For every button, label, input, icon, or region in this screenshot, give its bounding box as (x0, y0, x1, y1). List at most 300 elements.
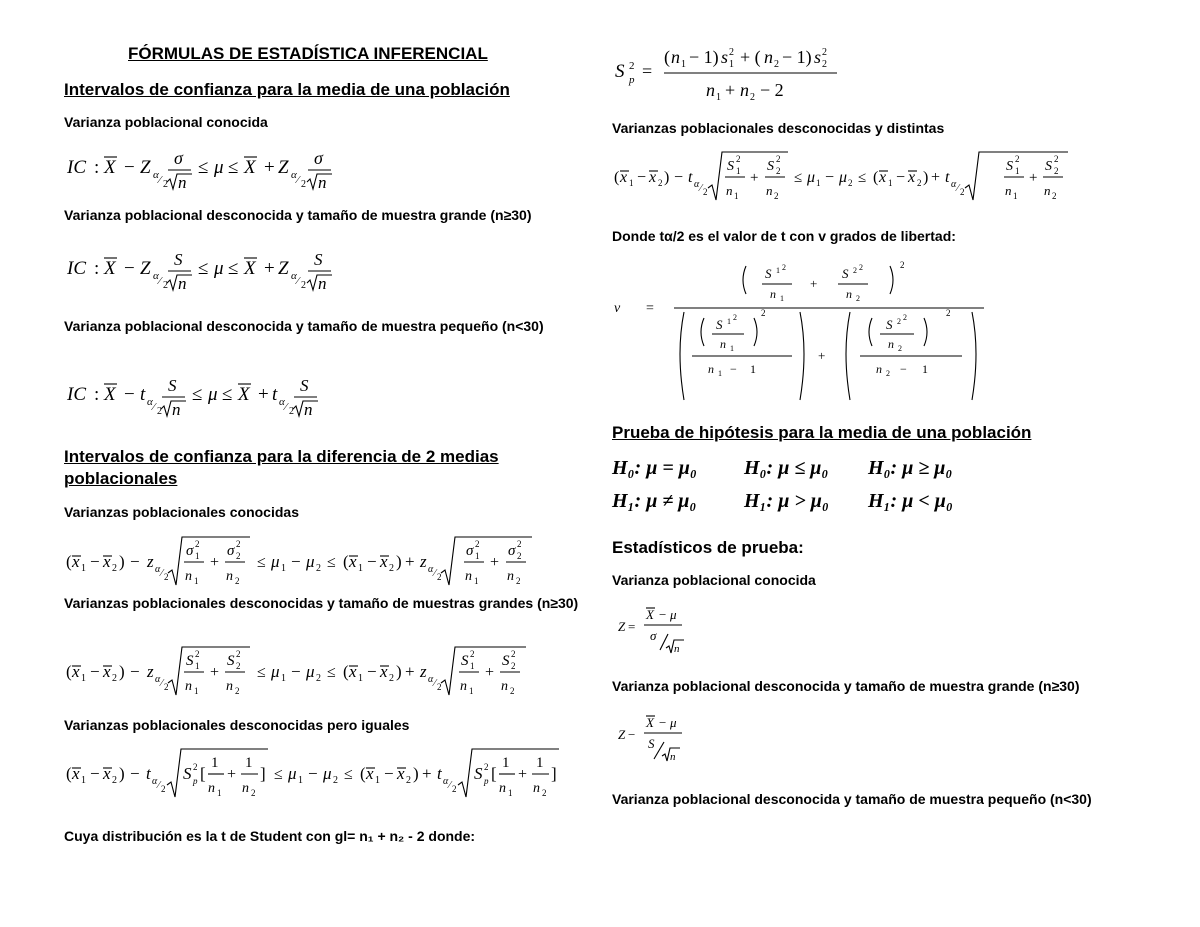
svg-text:=: = (642, 61, 653, 81)
svg-text:1: 1 (81, 775, 86, 786)
svg-text:(: ( (66, 764, 72, 783)
svg-text:−: − (291, 662, 301, 681)
svg-text:α: α (279, 396, 285, 408)
svg-text:2: 2 (658, 178, 663, 188)
svg-text:IC: IC (67, 258, 86, 279)
svg-text:t: t (140, 384, 146, 405)
svg-text:α: α (428, 674, 434, 685)
svg-text:2: 2 (729, 47, 734, 58)
svg-text:Z: Z (278, 157, 289, 178)
svg-text:1: 1 (298, 775, 303, 786)
svg-text:1: 1 (194, 576, 199, 586)
svg-text:1: 1 (776, 266, 780, 275)
svg-text:1: 1 (217, 788, 222, 798)
formula-z-large-sample (616, 712, 696, 766)
svg-text:α: α (147, 396, 153, 408)
svg-text:S: S (502, 653, 510, 669)
svg-text:1: 1 (281, 673, 286, 684)
svg-text:+: + (227, 766, 237, 783)
svg-text:X: X (104, 157, 116, 178)
svg-text:2: 2 (235, 686, 240, 696)
svg-text:1: 1 (195, 551, 200, 561)
svg-text:t: t (688, 169, 693, 186)
svg-text:n: n (318, 173, 327, 192)
svg-text:1: 1 (281, 563, 286, 574)
svg-text:⁄: ⁄ (297, 275, 299, 287)
label-t-student-note: Cuya distribución es la t de Student con gl= n₁ + n₂ - 2 donde: (64, 828, 476, 844)
svg-text:μ: μ (670, 715, 677, 730)
svg-text:σ: σ (314, 148, 323, 168)
svg-text:2: 2 (236, 649, 241, 659)
svg-text:): ) (396, 662, 402, 681)
svg-text:n: n (888, 337, 894, 351)
svg-text:t: t (437, 764, 442, 783)
svg-text:2: 2 (112, 775, 117, 786)
svg-text:S: S (227, 653, 235, 669)
svg-text:Z: Z (618, 727, 626, 742)
svg-text:μ: μ (271, 662, 280, 681)
svg-text:α: α (291, 270, 297, 282)
svg-text:−: − (628, 727, 636, 742)
svg-text:n: n (304, 400, 313, 419)
svg-text:s: s (814, 47, 822, 67)
svg-text:2: 2 (960, 187, 965, 197)
svg-text:−: − (291, 552, 301, 571)
svg-text:X: X (104, 258, 116, 279)
svg-text:⁄: ⁄ (957, 183, 959, 194)
svg-text:+: + (810, 276, 818, 291)
svg-text:≤: ≤ (274, 766, 283, 783)
svg-text:2: 2 (917, 178, 922, 188)
svg-text:n: n (670, 751, 676, 763)
svg-text:2: 2 (511, 661, 516, 671)
svg-text:≤: ≤ (327, 554, 336, 571)
svg-text:2: 2 (161, 784, 166, 794)
svg-text:−: − (674, 169, 684, 186)
svg-text:): ) (119, 764, 125, 783)
svg-text:1: 1 (358, 673, 363, 684)
svg-text:(: ( (664, 47, 670, 67)
svg-text:Z: Z (140, 157, 151, 178)
svg-text:2: 2 (946, 308, 951, 318)
svg-text:−: − (825, 169, 835, 186)
svg-text:2: 2 (733, 313, 737, 322)
svg-text:σ: σ (650, 628, 657, 643)
section-heading-ci-diff: Intervalos de confianza para la diferencia de 2 medias poblacionales (64, 447, 499, 488)
svg-text:+: + (422, 764, 432, 783)
svg-text:x: x (103, 662, 111, 681)
svg-text:+: + (931, 169, 941, 186)
svg-text:≤: ≤ (257, 554, 266, 571)
formula-welch-df (612, 252, 992, 408)
svg-text:μ: μ (807, 169, 816, 186)
svg-text:≤: ≤ (228, 258, 239, 279)
svg-text:⁄: ⁄ (161, 568, 163, 579)
svg-text:n: n (499, 781, 506, 796)
label-test-known-variance: Varianza poblacional conocida (612, 572, 816, 588)
svg-text:S: S (314, 250, 323, 269)
svg-text:S: S (474, 764, 483, 783)
svg-text:(: ( (873, 169, 879, 186)
svg-text:Z: Z (278, 258, 289, 279)
svg-text:(: ( (614, 169, 620, 186)
svg-text:2: 2 (157, 406, 162, 417)
formula-diff-large-samples (64, 643, 564, 701)
svg-text:x: x (72, 552, 80, 571)
svg-text:x: x (72, 662, 80, 681)
svg-text:2: 2 (235, 576, 240, 586)
svg-text:−: − (384, 764, 394, 783)
svg-text:α: α (428, 564, 434, 575)
svg-text:−: − (896, 169, 906, 186)
svg-text:x: x (908, 169, 916, 186)
svg-text:n: n (706, 80, 715, 100)
svg-text:−: − (124, 157, 135, 178)
svg-text:−: − (90, 552, 100, 571)
svg-text:1: 1 (474, 576, 479, 586)
svg-text:2: 2 (1052, 191, 1057, 201)
svg-text:2: 2 (316, 673, 321, 684)
svg-text:− 2: − 2 (760, 80, 784, 100)
svg-text:2: 2 (112, 673, 117, 684)
svg-text:]: ] (551, 764, 557, 783)
svg-text:z: z (147, 662, 154, 681)
svg-text:2: 2 (897, 317, 901, 326)
section-heading-ci-mean: Intervalos de confianza para la media de una población (64, 80, 510, 99)
label-unknown-variances-equal: Varianzas poblacionales desconocidas pero iguales (64, 717, 410, 733)
svg-text:−: − (367, 662, 377, 681)
svg-text:n: n (533, 781, 540, 796)
svg-text:2: 2 (389, 563, 394, 574)
svg-text:2: 2 (475, 539, 480, 549)
svg-text:μ: μ (214, 157, 224, 178)
svg-text:n: n (708, 362, 714, 376)
svg-text:−: − (637, 169, 647, 186)
svg-text:2: 2 (164, 682, 169, 692)
svg-text:n: n (208, 781, 215, 796)
svg-text:2: 2 (510, 686, 515, 696)
svg-text:n: n (226, 679, 233, 694)
svg-text:≤: ≤ (257, 664, 266, 681)
svg-text:⁄: ⁄ (161, 678, 163, 689)
svg-text:S: S (765, 266, 772, 281)
svg-text:1: 1 (469, 686, 474, 696)
svg-text:2: 2 (333, 775, 338, 786)
svg-text:⁄: ⁄ (153, 401, 155, 413)
svg-text:S: S (886, 317, 893, 332)
svg-text:≤: ≤ (327, 664, 336, 681)
svg-text:1: 1 (508, 788, 513, 798)
svg-text:≤: ≤ (198, 258, 209, 279)
svg-text:n: n (178, 274, 187, 293)
svg-text:2: 2 (761, 308, 766, 318)
svg-text:1: 1 (780, 294, 784, 303)
hypothesis-h0-two-sided: H₀: μ = μ₀ (612, 457, 697, 479)
hypothesis-h0-right: H₀: μ ≥ μ₀ (868, 457, 953, 479)
svg-text:1: 1 (727, 317, 731, 326)
svg-text:2: 2 (437, 572, 442, 582)
svg-text:2: 2 (848, 178, 853, 188)
svg-text:S: S (168, 376, 177, 395)
svg-text:μ: μ (288, 764, 297, 783)
svg-text:X: X (104, 384, 116, 405)
svg-text:t: t (146, 764, 151, 783)
svg-text:X: X (244, 258, 256, 279)
svg-text:x: x (72, 764, 80, 783)
svg-text:1: 1 (716, 92, 721, 103)
svg-text:(: ( (360, 764, 366, 783)
svg-text:2: 2 (163, 280, 168, 291)
svg-text:n: n (1005, 183, 1012, 198)
svg-text:1: 1 (375, 775, 380, 786)
svg-text:≤: ≤ (198, 157, 209, 178)
svg-text:+: + (490, 554, 500, 571)
label-known-variances: Varianzas poblacionales conocidas (64, 504, 299, 520)
svg-text:2: 2 (164, 572, 169, 582)
label-test-small-sample: Varianza poblacional desconocida y tamaño de muestra pequeño (n<30) (612, 791, 1092, 807)
svg-text:n: n (674, 643, 680, 655)
svg-text:1: 1 (358, 563, 363, 574)
svg-text:2: 2 (516, 576, 521, 586)
svg-text:+: + (210, 554, 220, 571)
svg-text:n: n (671, 47, 680, 67)
svg-text:μ: μ (306, 662, 315, 681)
svg-text:n: n (720, 337, 726, 351)
svg-text:t: t (272, 384, 278, 405)
svg-text:σ: σ (466, 543, 474, 559)
svg-text:2: 2 (542, 788, 547, 798)
svg-text:− 1): − 1) (689, 47, 719, 67)
svg-text:α: α (155, 674, 161, 685)
svg-text:2: 2 (406, 775, 411, 786)
formula-diff-unequal-variances (612, 148, 1082, 206)
svg-text:n: n (764, 47, 773, 67)
svg-text:(: ( (343, 552, 349, 571)
svg-text:+: + (485, 664, 495, 681)
svg-text:α: α (153, 169, 159, 181)
svg-text:−: − (308, 764, 318, 783)
svg-text:2: 2 (193, 762, 198, 772)
svg-text:S: S (1045, 159, 1052, 174)
hypothesis-h1-right: H₁: μ < μ₀ (868, 490, 953, 512)
svg-text:2: 2 (437, 682, 442, 692)
svg-text:1: 1 (195, 661, 200, 671)
svg-text:p: p (193, 776, 198, 786)
svg-text:p: p (484, 776, 489, 786)
svg-text:2: 2 (629, 60, 635, 72)
svg-text:x: x (397, 764, 405, 783)
svg-text:+: + (210, 664, 220, 681)
svg-text:2: 2 (900, 260, 905, 270)
svg-text:≤: ≤ (228, 157, 239, 178)
svg-text:): ) (119, 552, 125, 571)
svg-text:x: x (380, 552, 388, 571)
svg-text:1: 1 (81, 673, 86, 684)
svg-text:x: x (879, 169, 887, 186)
svg-text:X: X (646, 607, 654, 622)
svg-text:2: 2 (316, 563, 321, 574)
svg-text:x: x (620, 169, 628, 186)
svg-text:(: ( (343, 662, 349, 681)
svg-text:1: 1 (922, 362, 928, 376)
svg-text:2: 2 (859, 263, 863, 272)
svg-text:1: 1 (194, 686, 199, 696)
svg-text:S: S (300, 376, 309, 395)
svg-text:α: α (153, 270, 159, 282)
svg-text:⁄: ⁄ (449, 780, 451, 791)
svg-text:IC: IC (67, 157, 86, 178)
svg-text:=: = (646, 301, 654, 316)
svg-text:2: 2 (301, 280, 306, 291)
svg-text:α: α (951, 179, 957, 190)
svg-text:): ) (119, 662, 125, 681)
formula-diff-equal-variances (64, 745, 579, 803)
svg-text:2: 2 (774, 191, 779, 201)
svg-text:1: 1 (475, 551, 480, 561)
svg-text:2: 2 (163, 179, 168, 190)
svg-text:p: p (629, 74, 635, 86)
label-test-large-sample: Varianza poblacional desconocida y tamaño de muestra grande (n≥30) (612, 678, 1080, 694)
svg-text:+: + (725, 80, 736, 100)
svg-text:2: 2 (903, 313, 907, 322)
svg-text:x: x (103, 552, 111, 571)
svg-text:n: n (226, 569, 233, 584)
svg-text:2: 2 (822, 59, 827, 70)
svg-text:1: 1 (245, 755, 253, 771)
svg-text:2: 2 (736, 154, 741, 164)
svg-text:2: 2 (517, 539, 522, 549)
svg-text:2: 2 (452, 784, 457, 794)
svg-text:2: 2 (1054, 154, 1059, 164)
svg-text:n: n (460, 679, 467, 694)
svg-text:σ: σ (227, 543, 235, 559)
svg-text:−: − (730, 362, 737, 376)
svg-text:S: S (727, 159, 734, 174)
svg-text:2: 2 (236, 661, 241, 671)
svg-text:+: + (1029, 170, 1038, 186)
formula-z-known-variance (616, 604, 696, 658)
svg-text:−: − (90, 764, 100, 783)
svg-text:n: n (465, 569, 472, 584)
hypothesis-h0-left: H₀: μ ≤ μ₀ (744, 457, 829, 479)
svg-text:2: 2 (484, 762, 489, 772)
svg-text::: : (94, 384, 100, 405)
svg-text:x: x (103, 764, 111, 783)
svg-text:): ) (413, 764, 419, 783)
svg-text:α: α (155, 564, 161, 575)
svg-text:1: 1 (81, 563, 86, 574)
svg-text:n: n (770, 287, 776, 301)
svg-text:−: − (659, 715, 667, 730)
svg-text:1: 1 (470, 661, 475, 671)
svg-text:[: [ (200, 764, 206, 783)
svg-text:μ: μ (271, 552, 280, 571)
svg-text:2: 2 (470, 649, 475, 659)
svg-text:1: 1 (536, 755, 544, 771)
svg-text:x: x (349, 552, 357, 571)
svg-text:n: n (766, 183, 773, 198)
svg-text:2: 2 (774, 59, 779, 70)
svg-text:S: S (767, 159, 774, 174)
svg-text:S: S (183, 764, 192, 783)
svg-text:2: 2 (112, 563, 117, 574)
svg-text:2: 2 (886, 369, 890, 378)
svg-text:1: 1 (888, 178, 893, 188)
label-degrees-of-freedom: Donde tα/2 es el valor de t con v grados de libertad: (612, 228, 956, 244)
svg-text:μ: μ (323, 764, 332, 783)
formula-pooled-variance (612, 42, 852, 104)
svg-text:−: − (124, 258, 135, 279)
section-heading-hypothesis-test: Prueba de hipótesis para la media de una población (612, 423, 1032, 442)
svg-text:−: − (130, 662, 140, 681)
svg-text:1: 1 (502, 755, 510, 771)
svg-text:n: n (242, 781, 249, 796)
svg-text:2: 2 (289, 406, 294, 417)
svg-text:2: 2 (195, 539, 200, 549)
svg-text:⁄: ⁄ (159, 174, 161, 186)
svg-text:+ (: + ( (740, 47, 761, 67)
svg-text:1: 1 (734, 191, 739, 201)
label-unknown-variance-large: Varianza poblacional desconocida y tamaño de muestra grande (n≥30) (64, 207, 532, 223)
svg-text:+: + (258, 384, 269, 405)
svg-text:2: 2 (195, 649, 200, 659)
svg-text:n: n (172, 400, 181, 419)
svg-text:− 1): − 1) (782, 47, 812, 67)
svg-text:1: 1 (211, 755, 219, 771)
svg-text:2: 2 (898, 344, 902, 353)
svg-text:σ: σ (508, 543, 516, 559)
svg-text:n: n (185, 679, 192, 694)
svg-text:α: α (443, 776, 449, 787)
svg-text:−: − (900, 362, 907, 376)
svg-text:1: 1 (736, 166, 741, 176)
svg-text:2: 2 (750, 92, 755, 103)
svg-text:⁄: ⁄ (297, 174, 299, 186)
svg-text:): ) (923, 169, 929, 186)
formula-diff-known-variances (64, 533, 564, 591)
svg-text:α: α (291, 169, 297, 181)
svg-text:σ: σ (186, 543, 194, 559)
svg-text:2: 2 (1015, 154, 1020, 164)
svg-text:⁄: ⁄ (159, 275, 161, 287)
svg-text:⁄: ⁄ (434, 678, 436, 689)
svg-text:1: 1 (1013, 191, 1018, 201)
svg-text:⁄: ⁄ (285, 401, 287, 413)
svg-text:α: α (152, 776, 158, 787)
svg-text::: : (94, 157, 100, 178)
svg-text:2: 2 (301, 179, 306, 190)
svg-text:2: 2 (517, 551, 522, 561)
svg-text:σ: σ (174, 148, 183, 168)
svg-text:n: n (1044, 183, 1051, 198)
svg-text:S: S (186, 653, 194, 669)
svg-text:≤: ≤ (858, 170, 867, 186)
svg-text:2: 2 (853, 266, 857, 275)
svg-text:2: 2 (822, 47, 827, 58)
page-title: FÓRMULAS DE ESTADÍSTICA INFERENCIAL (128, 44, 488, 63)
svg-text:μ: μ (839, 169, 848, 186)
svg-text:2: 2 (776, 154, 781, 164)
label-unknown-variances-large: Varianzas poblacionales desconocidas y tamaño de muestras grandes (n≥30) (64, 595, 579, 611)
svg-text:1: 1 (718, 369, 722, 378)
svg-text:1: 1 (750, 362, 756, 376)
svg-text:=: = (628, 619, 636, 634)
svg-text:+: + (818, 348, 826, 363)
svg-text:t: t (945, 169, 950, 186)
svg-text:S: S (615, 61, 625, 82)
svg-text:+: + (264, 157, 275, 178)
svg-text:S: S (461, 653, 469, 669)
